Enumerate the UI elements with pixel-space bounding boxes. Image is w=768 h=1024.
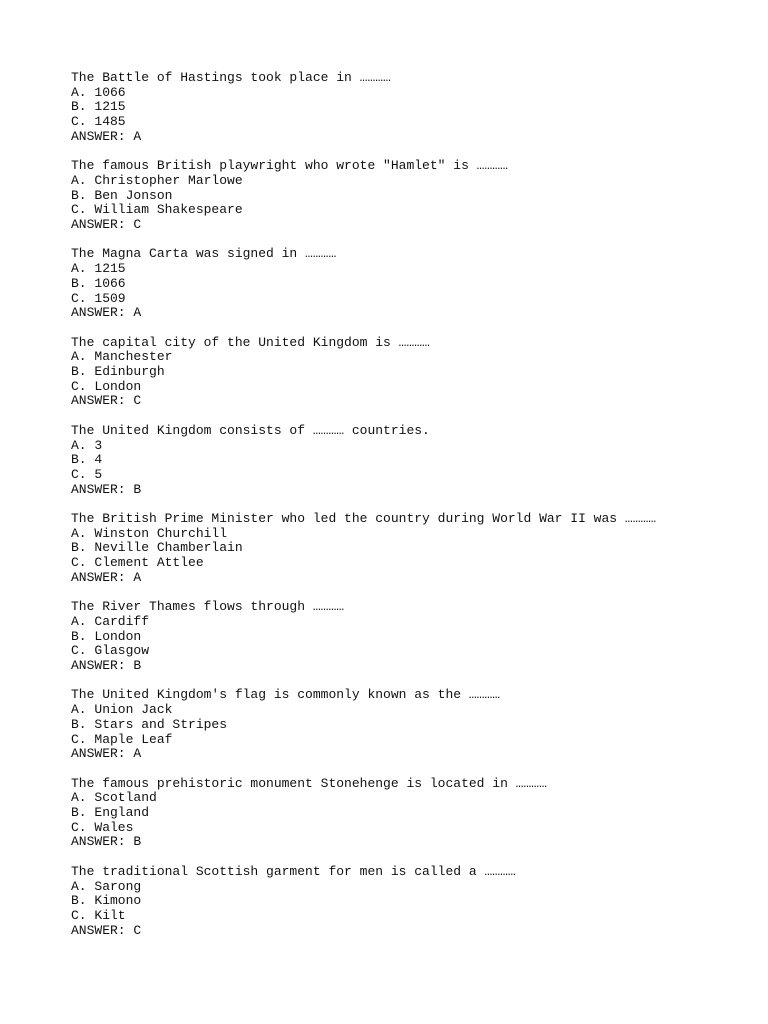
option-c: C. 5 [71, 466, 103, 482]
option-a: A. Christopher Marlowe [71, 172, 243, 188]
question-block [71, 600, 751, 674]
question-text: The United Kingdom consists of ………… countries. [71, 422, 430, 438]
option-b: B. Kimono [71, 893, 142, 909]
question-text: The United Kingdom's flag is commonly known as the ………… [71, 687, 501, 703]
question-text: The traditional Scottish garment for men is called a ………… [71, 863, 516, 879]
answer-text: ANSWER: C [71, 922, 142, 938]
option-b: B. England [71, 805, 150, 821]
option-a: A. Scotland [71, 790, 157, 806]
option-c: C. 1509 [71, 290, 126, 306]
option-b: B. London [71, 628, 142, 644]
answer-text: ANSWER: B [71, 481, 142, 497]
answer-text: ANSWER: A [71, 128, 142, 144]
option-a: A. 3 [71, 437, 103, 453]
question-block [71, 336, 751, 410]
question-block [71, 688, 751, 762]
question-text: The capital city of the United Kingdom is ………… [71, 334, 430, 350]
answer-text: ANSWER: A [71, 305, 142, 321]
question-block [71, 247, 751, 321]
option-c: C. 1485 [71, 114, 126, 130]
question-text: The Magna Carta was signed in ………… [71, 246, 337, 262]
option-b: B. Neville Chamberlain [71, 540, 243, 556]
question-block [71, 777, 751, 851]
option-c: C. Clement Attlee [71, 555, 204, 571]
question-text: The River Thames flows through ………… [71, 599, 345, 615]
question-block [71, 865, 751, 939]
option-b: B. Ben Jonson [71, 187, 173, 203]
option-c: C. Kilt [71, 907, 126, 923]
option-a: A. Sarong [71, 878, 142, 894]
option-a: A. Cardiff [71, 613, 150, 629]
question-text: The Battle of Hastings took place in ………… [71, 70, 391, 85]
option-a: A. Manchester [71, 349, 173, 365]
answer-text: ANSWER: C [71, 217, 142, 233]
option-b: B. Stars and Stripes [71, 716, 228, 732]
question-text: The famous prehistoric monument Stonehenge is located in ………… [71, 775, 547, 791]
question-text: The British Prime Minister who led the country during World War II was ………… [71, 511, 657, 527]
question-text: The famous British playwright who wrote "Hamlet" is ………… [71, 158, 508, 174]
option-a: A. 1215 [71, 261, 126, 277]
quiz-document [71, 71, 751, 953]
option-c: C. Glasgow [71, 643, 150, 659]
option-a: A. Union Jack [71, 702, 173, 718]
answer-text: ANSWER: A [71, 746, 142, 762]
option-b: B. 1215 [71, 99, 126, 115]
question-block [71, 159, 751, 233]
option-b: B. 1066 [71, 275, 126, 291]
option-b: B. 4 [71, 452, 103, 468]
option-a: A. Winston Churchill [71, 525, 228, 541]
option-b: B. Edinburgh [71, 364, 165, 380]
option-a: A. 1066 [71, 84, 126, 100]
option-c: C. William Shakespeare [71, 202, 243, 218]
answer-text: ANSWER: B [71, 658, 142, 674]
question-block [71, 512, 751, 586]
question-block [71, 424, 751, 498]
option-c: C. Maple Leaf [71, 731, 173, 747]
answer-text: ANSWER: C [71, 393, 142, 409]
question-block [71, 71, 751, 145]
answer-text: ANSWER: B [71, 834, 142, 850]
option-c: C. London [71, 378, 142, 394]
option-c: C. Wales [71, 819, 134, 835]
answer-text: ANSWER: A [71, 569, 142, 585]
